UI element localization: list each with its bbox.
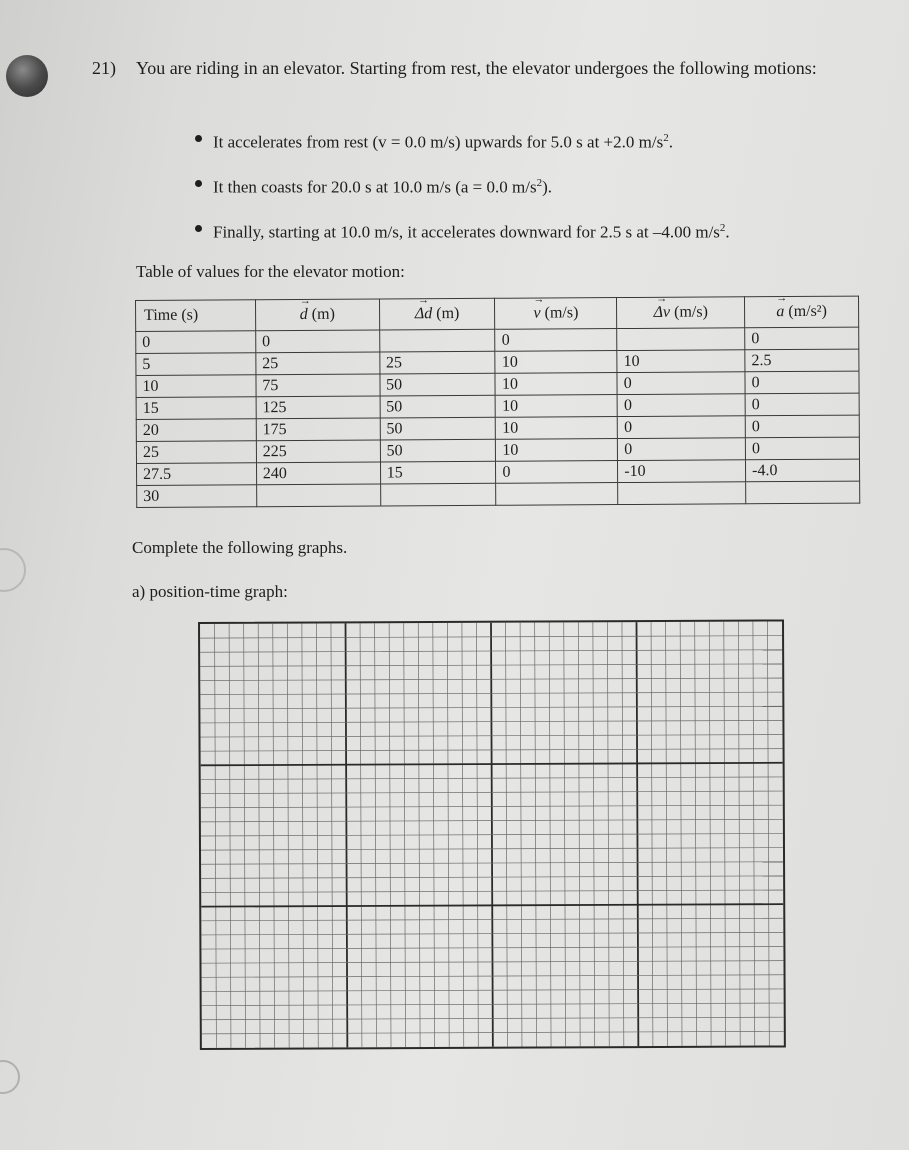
table-cell: 27.5	[136, 463, 256, 486]
bullet-end: .	[668, 132, 673, 152]
table-cell: 15	[380, 461, 496, 484]
table-cell: 50	[380, 439, 496, 462]
table-cell: 10	[617, 350, 745, 373]
table-cell: 25	[256, 352, 380, 375]
instructions: Complete the following graphs.	[132, 538, 348, 557]
table-cell: 0	[618, 438, 746, 461]
motion-bullet	[195, 171, 855, 216]
question-number: 21)	[92, 58, 116, 78]
table-caption: Table of values for the elevator motion:	[136, 262, 405, 281]
header-label: (m/s)	[540, 304, 579, 322]
motion-list	[195, 126, 855, 261]
bullet-end: ).	[542, 177, 552, 197]
header-label: (m/s)	[670, 303, 708, 321]
table-cell	[617, 328, 745, 351]
table-cell: 25	[379, 351, 495, 374]
table-cell: 10	[496, 439, 618, 462]
table-cell: 175	[256, 418, 380, 441]
vector-symbol: → v	[533, 305, 540, 323]
table-cell: 50	[380, 373, 496, 396]
vector-symbol: → Δv	[654, 304, 671, 322]
column-header	[379, 298, 495, 330]
table-cell: 30	[137, 485, 257, 508]
table-cell	[380, 483, 496, 506]
table-cell: 0	[617, 372, 745, 395]
table-cell: 0	[745, 437, 859, 460]
table-cell	[379, 329, 495, 352]
table-cell: 0	[745, 393, 859, 416]
vector-symbol: → a	[776, 303, 784, 321]
table-cell: 50	[380, 395, 496, 418]
bullet-end: .	[725, 222, 730, 242]
table-cell: 10	[495, 351, 617, 374]
table-cell: 25	[136, 441, 256, 464]
column-header	[495, 298, 617, 330]
unit-exponent: 2	[536, 177, 543, 189]
table-cell: 50	[380, 417, 496, 440]
header-label: (m)	[432, 305, 460, 323]
table-cell: 10	[136, 375, 256, 398]
part-a-label: a) position-time graph:	[132, 582, 288, 601]
table-cell	[746, 481, 860, 504]
table-cell: 0	[745, 371, 859, 394]
table-cell	[256, 484, 380, 507]
column-header	[255, 299, 379, 331]
table-cell	[618, 482, 746, 505]
table-cell: 5	[136, 353, 256, 376]
table-cell: 0	[745, 327, 859, 350]
table-cell: 15	[136, 397, 256, 420]
unit-exponent: 2	[663, 132, 669, 144]
table-header-row	[136, 296, 859, 331]
bullet-text: It then coasts for 20.0 s at 10.0 m/s (a = 0.0 m/s	[213, 177, 537, 197]
table-cell: 0	[495, 329, 617, 352]
table-cell: 2.5	[745, 349, 859, 372]
table-cell: 75	[256, 374, 380, 397]
table-cell: 10	[495, 373, 617, 396]
table-body	[136, 327, 860, 507]
table-cell	[496, 483, 618, 506]
vector-symbol: → d	[300, 306, 308, 324]
column-header	[617, 297, 745, 329]
header-label: (m)	[307, 305, 335, 323]
table-cell: 225	[256, 440, 380, 463]
values-table	[135, 296, 860, 508]
column-header	[136, 300, 256, 332]
binder-hole	[0, 548, 26, 592]
binder-hole	[6, 55, 48, 97]
question-text: You are riding in an elevator. Starting from rest, the elevator undergoes the following motions:	[136, 58, 817, 78]
table-cell: 0	[745, 415, 859, 438]
binder-hole	[0, 1060, 20, 1094]
bullet-text: It accelerates from rest (v = 0.0 m/s) upwards for 5.0 s at +2.0 m/s	[213, 132, 664, 152]
table-cell: 0	[136, 331, 256, 354]
table-row	[137, 481, 860, 507]
position-time-graph-grid[interactable]	[198, 619, 786, 1050]
motion-bullet	[195, 126, 855, 171]
table-cell: 0	[617, 416, 745, 439]
vector-symbol: → Δd	[415, 305, 433, 323]
header-label: (m/s²)	[784, 302, 827, 321]
table-cell: -10	[618, 460, 746, 483]
header-label: Time (s)	[144, 306, 199, 324]
table-cell: 20	[136, 419, 256, 442]
table-cell: -4.0	[746, 459, 860, 482]
grid-lines	[200, 621, 784, 1048]
table-cell: 0	[256, 330, 380, 353]
table-cell: 0	[617, 394, 745, 417]
motion-bullet	[195, 216, 855, 261]
column-header	[745, 296, 859, 328]
table-cell: 10	[496, 417, 618, 440]
table-cell: 10	[496, 395, 618, 418]
unit-exponent: 2	[719, 222, 726, 234]
table-cell: 125	[256, 396, 380, 419]
table-cell: 240	[256, 462, 380, 485]
table-cell: 0	[496, 461, 618, 484]
bullet-text: Finally, starting at 10.0 m/s, it accelerates downward for 2.5 s at –4.00 m/s	[213, 222, 720, 242]
